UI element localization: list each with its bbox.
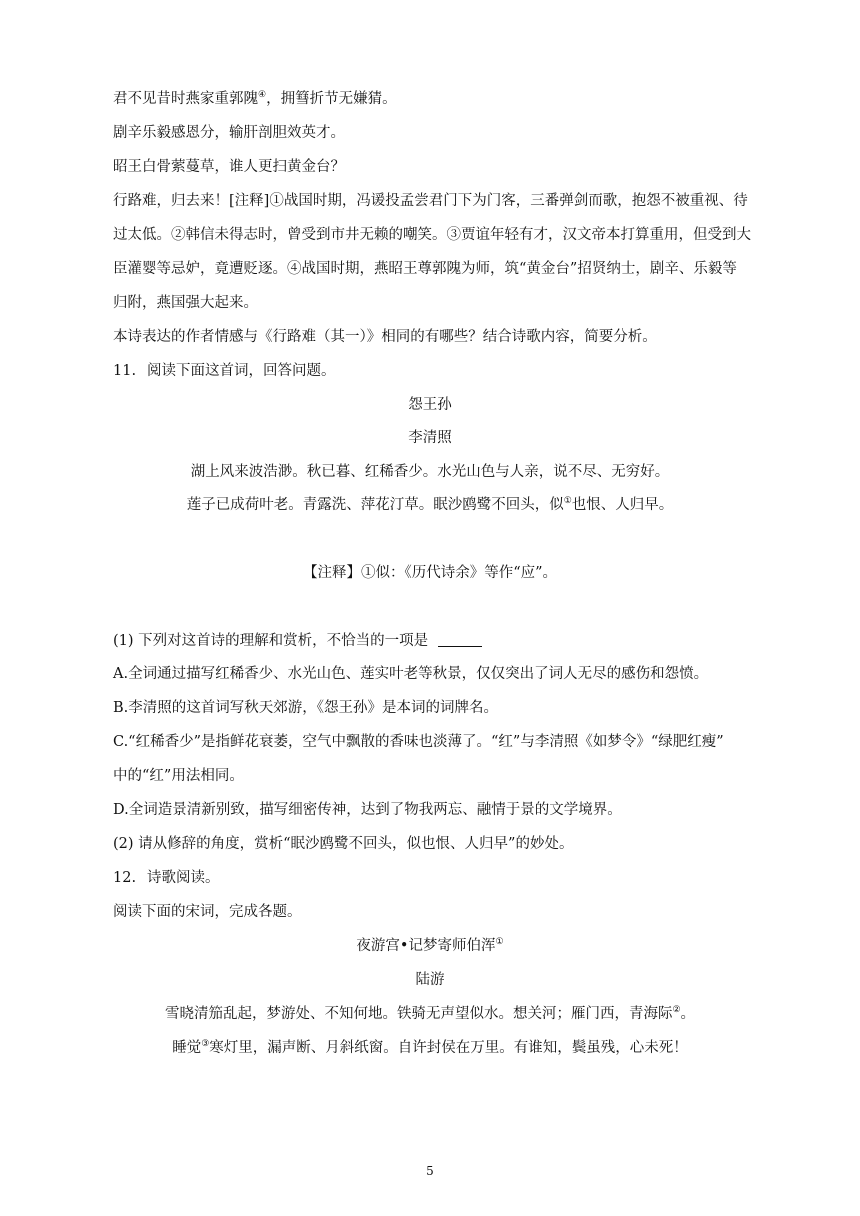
poem-text: 也恨、人归早。 [571,497,674,513]
poem-verse: 湖上风来波浩渺。秋已暮、红稀香少。水光山色与人亲，说不尽、无穷好。 [190,464,670,480]
poem-text: 君不见昔时燕家重郭隗 [113,91,258,107]
option-a: A.全词通过描写红稀香少、水光山色、莲实叶老等秋景，仅仅突出了词人无尽的感伤和怨愤。 [113,666,709,682]
footnote-marker: ① [495,937,504,947]
poem-author: 陆游 [415,972,445,988]
footnote-marker: ④ [258,90,267,100]
question-intro: 阅读下面的宋词，完成各题。 [113,904,302,920]
option-b: B.李清照的这首词写秋天郊游，《怨王孙》是本词的词牌名。 [113,700,499,716]
poem-annotation: 【注释】①似：《历代诗余》等作“应”。 [302,565,558,581]
poem-text: ，拥篲折节无嫌猜。 [266,91,397,107]
option-d: D.全词造景清新别致，描写细密传神，达到了物我两忘、融情于景的文学境界。 [113,802,622,818]
question-number: 12. [113,870,137,886]
poem-text: 寒灯里，漏声断、月斜纸窗。自许封侯在万里。有谁知，鬓虽残，心未死！ [209,1040,688,1056]
sub-question-1 [113,631,482,651]
question-text: 本诗表达的作者情感与《行路难（其一）》相同的有哪些？结合诗歌内容，简要分析。 [113,329,657,345]
poem-text: 雪晓清笳乱起，梦游处、不知何地。铁骑无声望似水。想关河；雁门西，青海际 [164,1006,673,1022]
sub-question-text: (1) 下列对这首诗的理解和赏析，不恰当的一项是 [113,633,429,649]
sub-question-2: (2) 请从修辞的角度，赏析“眠沙鸥鹭不回头，似也恨、人归早”的妙处。 [113,836,574,852]
poem-text: 睡觉 [172,1040,202,1056]
poem-verse [0,1004,860,1024]
question-number: 11. [113,363,137,379]
footnote-marker: ① [563,496,572,506]
poem-title [0,936,860,956]
option-c: C.“红稀香少”是指鲜花衰萎，空气中飘散的香味也淡薄了。“红”与李清照《如梦令》“绿肥红瘦” [113,734,724,750]
notes-line: 臣灌婴等忌妒，竟遭贬逐。④战国时期，燕昭王尊郭隗为师，筑“黄金台”招贤纳士，剧辛、乐毅等 [113,261,737,277]
question-12-heading [113,868,220,888]
poem-author: 李清照 [408,430,452,446]
poem-title: 怨王孙 [408,397,452,413]
notes-line: 过太低。②韩信未得志时，曾受到市井无赖的嘲笑。③贾谊年轻有才，汉文帝本打算重用，但受到大 [113,227,751,243]
answer-blank[interactable] [438,632,482,647]
question-prompt: 诗歌阅读。 [147,870,220,886]
poem-line: 昭王白骨萦蔓草，谁人更扫黄金台？ [113,159,345,175]
footnote-marker: ② [672,1005,681,1015]
notes-line: 行路难，归去来！[注释]①战国时期，冯谖投孟尝君门下为门客，三番弹剑而歌，抱怨不被重视、待 [113,193,748,209]
question-11-heading [113,361,336,381]
poem-text: 莲子已成荷叶老。青露洗、萍花汀草。眠沙鸥鹭不回头，似 [186,497,564,513]
poem-title-text: 夜游宫•记梦寄师伯浑 [356,938,496,954]
poem-verse [0,1038,860,1058]
footnote-marker: ③ [201,1039,210,1049]
page-number: 5 [426,1164,434,1178]
poem-line: 剧辛乐毅感恩分，输肝剖胆效英才。 [113,125,345,141]
option-c-continued: 中的“红”用法相同。 [113,768,244,784]
poem-text: 。 [680,1006,696,1022]
question-prompt: 阅读下面这首词，回答问题。 [147,363,336,379]
notes-line: 归附，燕国强大起来。 [113,295,258,311]
poem-line [113,89,397,109]
poem-verse [0,495,860,515]
